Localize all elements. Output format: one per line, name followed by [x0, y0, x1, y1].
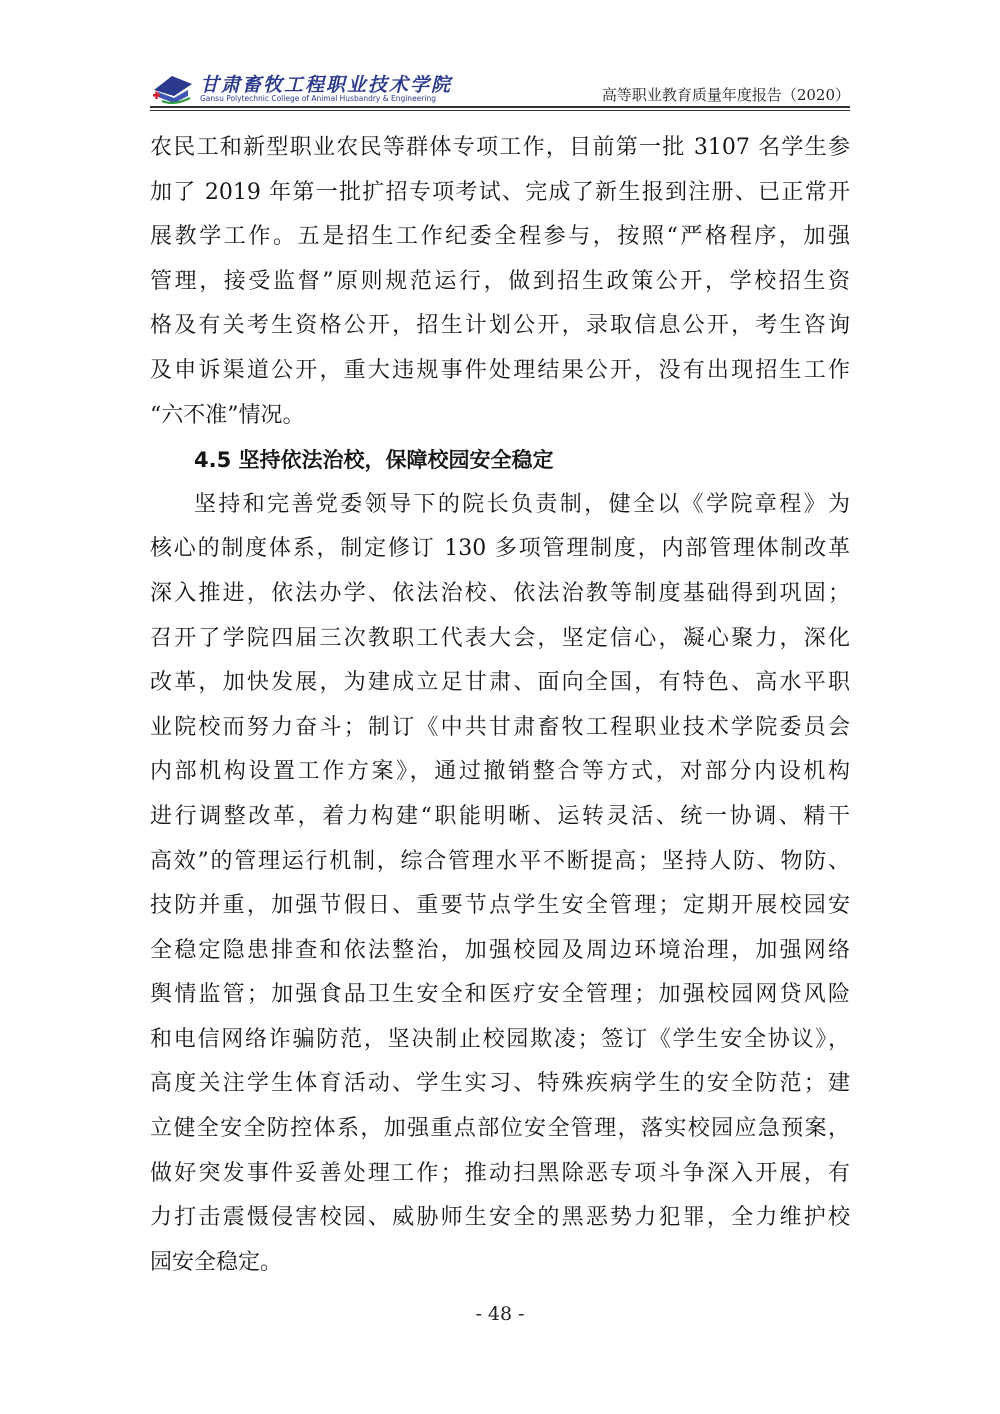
paragraph-line: 及申诉渠道公开，重大违规事件处理结果公开，没有出现招生工作	[150, 357, 850, 383]
paragraph-line: 坚持和完善党委领导下的院长负责制，健全以《学院章程》为	[194, 491, 850, 517]
paragraph-line: 农民工和新型职业农民等群体专项工作，目前第一批 3107 名学生参	[150, 135, 850, 160]
paragraph-line: 深入推进，依法办学、依法治校、依法治教等制度基础得到巩固；	[150, 580, 850, 606]
document-body	[150, 126, 850, 1285]
paragraph-line: 全稳定隐患排查和依法整治，加强校园及周边环境治理，加强网络	[150, 937, 850, 963]
paragraph-line: 业院校而努力奋斗；制订《中共甘肃畜牧工程职业技术学院委员会	[150, 714, 850, 740]
report-title: 高等职业教育质量年度报告（2020）	[601, 86, 850, 104]
paragraph-line: 召开了学院四届三次教职工代表大会，坚定信心，凝心聚力，深化	[150, 625, 850, 651]
page-header	[150, 68, 850, 110]
paragraph-line: 进行调整改革，着力构建“职能明晰、运转灵活、统一协调、精干	[150, 803, 850, 829]
paragraph-line: 格及有关考生资格公开，招生计划公开，录取信息公开，考生咨询	[150, 313, 850, 339]
school-logo-icon	[150, 70, 196, 106]
paragraph-line: 和电信网络诈骗防范，坚决制止校园欺凌；签订《学生安全协议》，	[150, 1026, 850, 1052]
paragraph-line: 管理，接受监督”原则规范运行，做到招生政策公开，学校招生资	[150, 268, 850, 294]
paragraph-line: 展教学工作。五是招生工作纪委全程参与，按照“严格程序，加强	[150, 224, 850, 250]
header-rule-thin	[150, 110, 850, 111]
header-rule	[150, 106, 850, 108]
paragraph-line: 核心的制度体系，制定修订 130 多项管理制度，内部管理体制改革	[150, 536, 850, 562]
paragraph-line: 加了 2019 年第一批扩招专项考试、完成了新生报到注册、已正常开	[150, 179, 850, 205]
paragraph-line: 做好突发事件妥善处理工作；推动扫黑除恶专项斗争深入开展，有	[150, 1160, 850, 1186]
paragraph-line: 改革，加快发展，为建成立足甘肃、面向全国，有特色、高水平职	[150, 670, 850, 696]
paragraph-line: 立健全安全防控体系，加强重点部位安全管理，落实校园应急预案，	[150, 1116, 850, 1142]
page-number: - 48 -	[475, 1303, 525, 1325]
school-name-english: Gansu Polytechnic College of Animal Husbandry & Engineering	[200, 94, 436, 103]
paragraph-line: 技防并重，加强节假日、重要节点学生安全管理；定期开展校园安	[150, 893, 850, 919]
paragraph-line: 内部机构设置工作方案》，通过撤销整合等方式，对部分内设机构	[150, 759, 850, 785]
school-name: 甘肃畜牧工程职业技术学院	[200, 74, 453, 96]
paragraph-line: “六不准”情况。	[150, 402, 305, 428]
paragraph-line: 高效”的管理运行机制，综合管理水平不断提高；坚持人防、物防、	[150, 848, 850, 874]
paragraph-line: 园安全稳定。	[150, 1249, 283, 1275]
paragraph-line: 高度关注学生体育活动、学生实习、特殊疾病学生的安全防范；建	[150, 1071, 850, 1097]
paragraph-line: 舆情监管；加强食品卫生安全和医疗安全管理；加强校园网贷风险	[150, 982, 850, 1008]
paragraph-line: 力打击震慑侵害校园、威胁师生安全的黑恶势力犯罪，全力维护校	[150, 1205, 850, 1231]
section-heading: 4.5 坚持依法治校，保障校园安全稳定	[194, 448, 554, 473]
